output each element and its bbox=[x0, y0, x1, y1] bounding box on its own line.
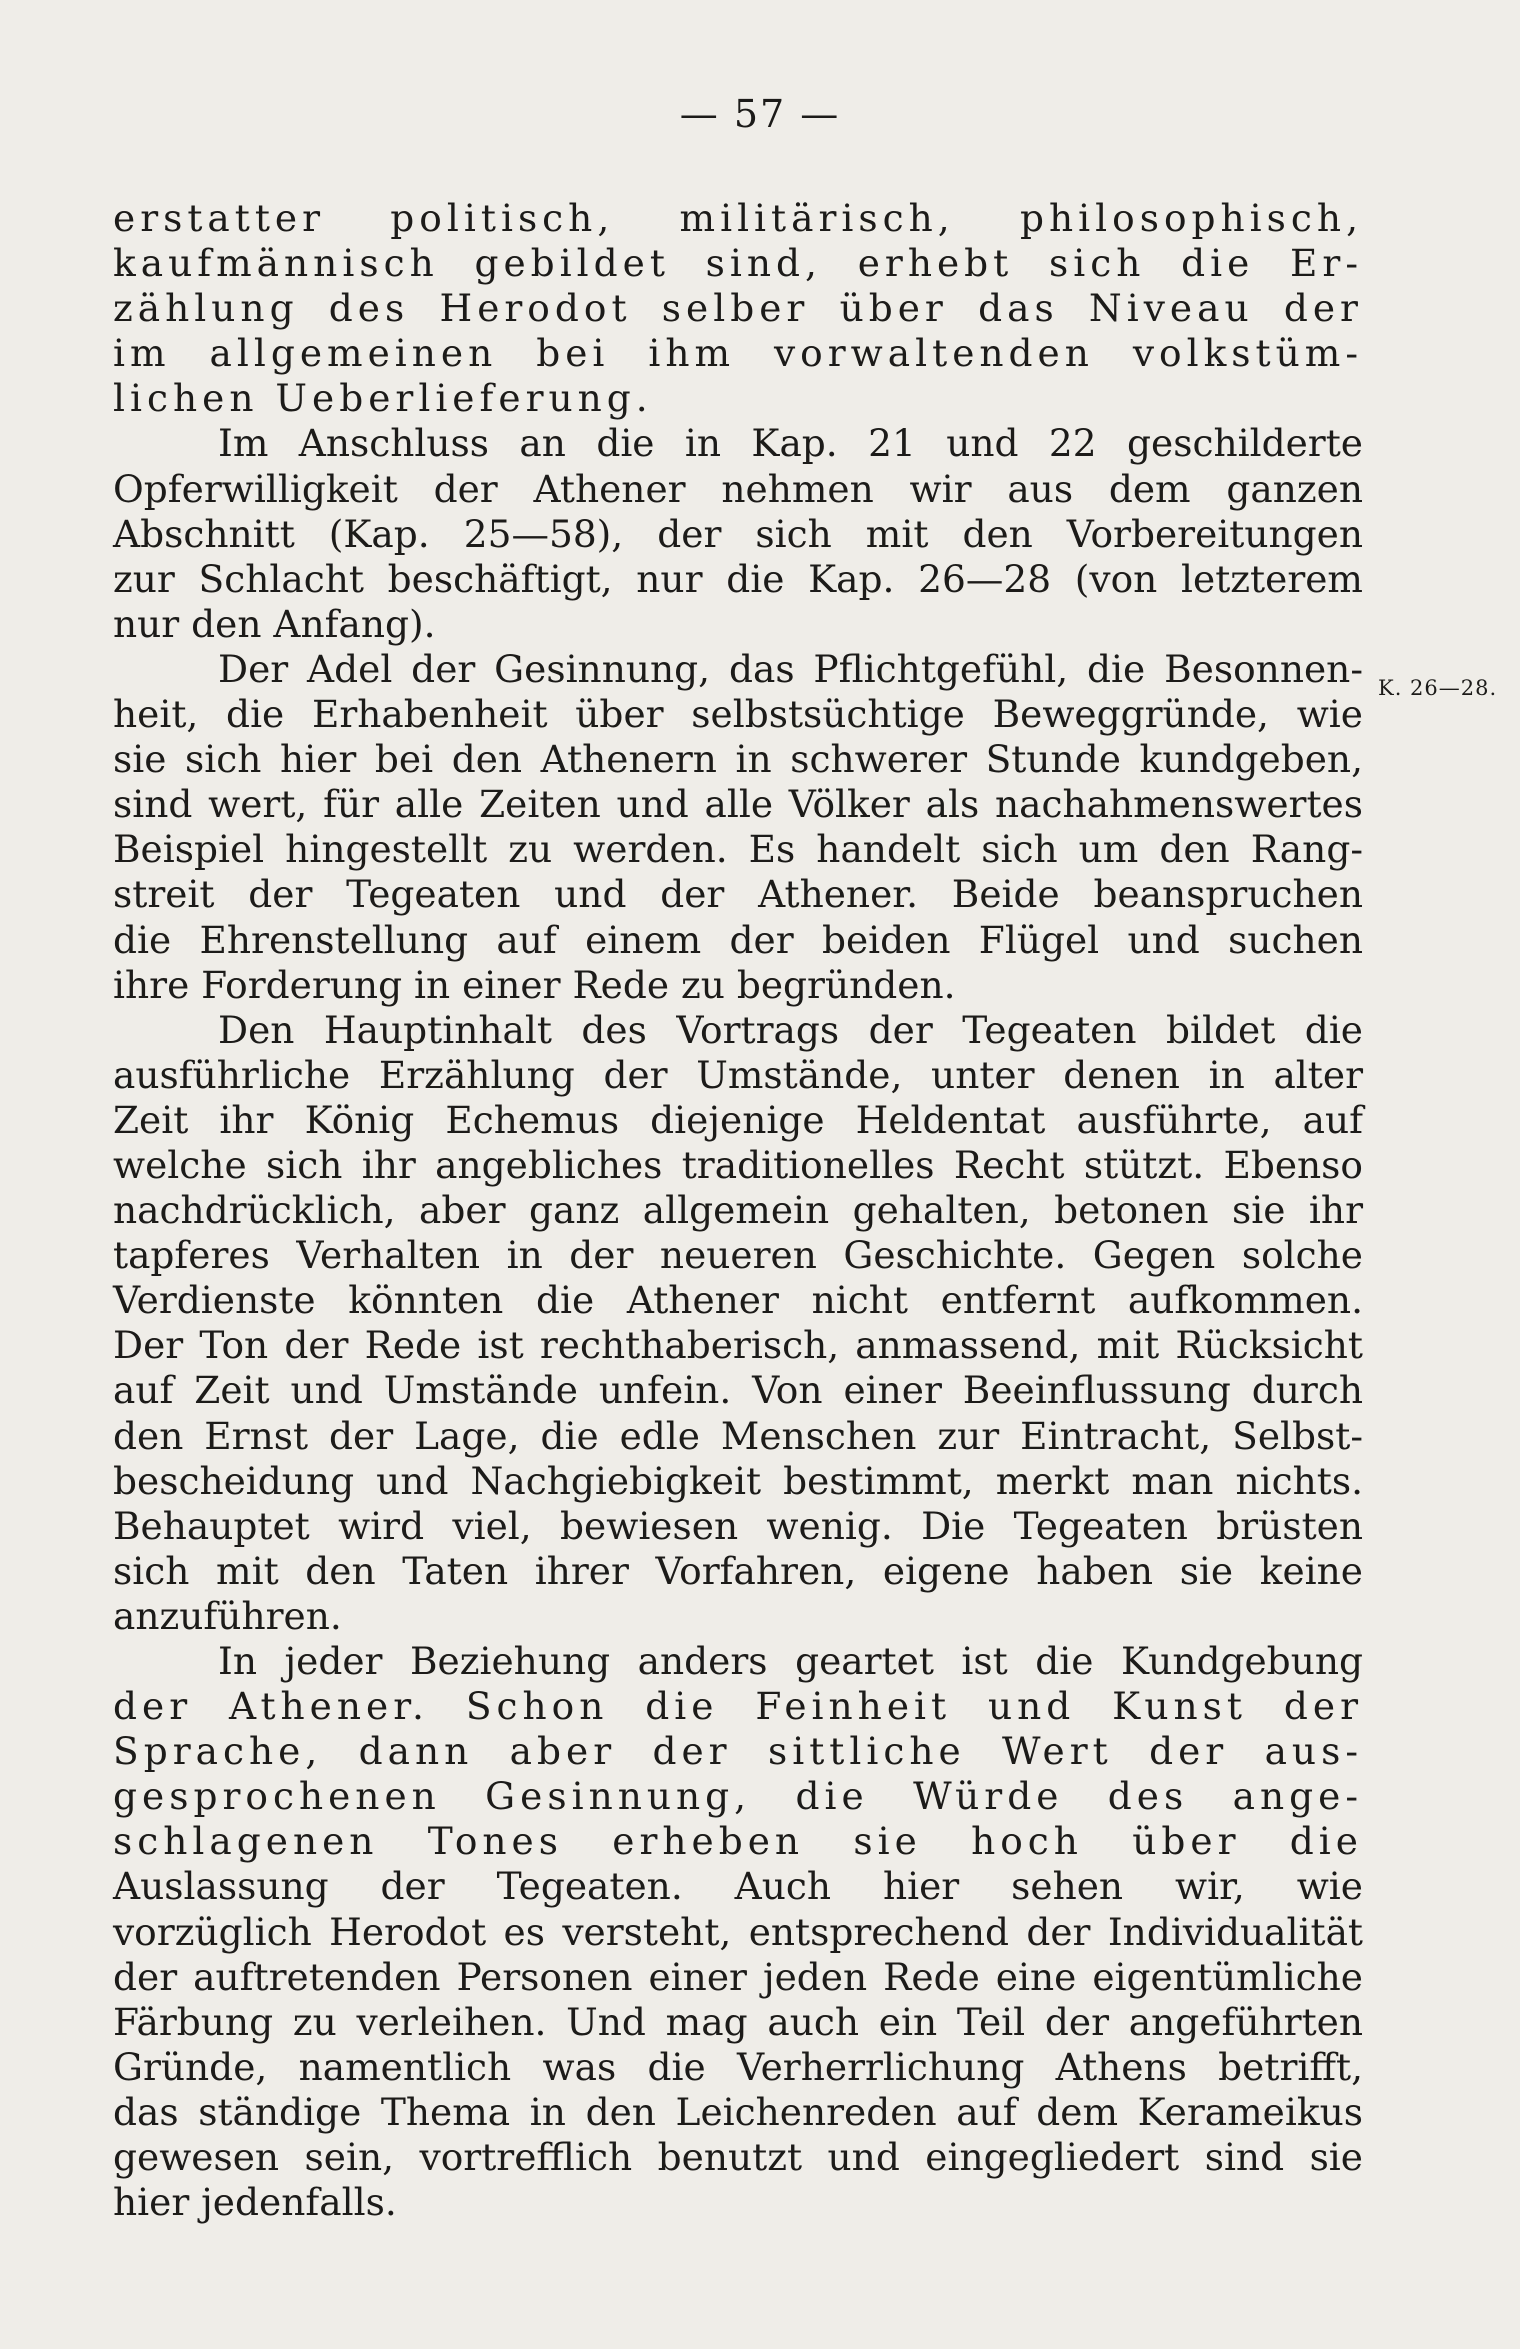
text-line: ihre Forderung in einer Rede zu begründen. bbox=[113, 962, 956, 1007]
text-line: zur Schlacht beschäftigt, nur die Kap. 26—28 (von letzterem bbox=[113, 556, 1363, 601]
page-number-header: — 57 — bbox=[679, 92, 841, 136]
text-line: kaufmännisch gebildet sind, erhebt sich die Er- bbox=[113, 241, 1363, 286]
text-line: Gründe, namentlich was die Verherrlichung Athens betrifft, bbox=[113, 2044, 1363, 2089]
body-text bbox=[113, 196, 1363, 2225]
text-line: sind wert, für alle Zeiten und alle Völker als nachahmenswertes bbox=[113, 782, 1363, 827]
text-line: streit der Tegeaten und der Athener. Beide beanspruchen bbox=[113, 872, 1363, 917]
text-line: der Athener. Schon die Feinheit und Kunst der bbox=[113, 1684, 1363, 1729]
text-line: In jeder Beziehung anders geartet ist die Kundgebung bbox=[218, 1639, 1363, 1683]
margin-chapter-note: K. 26—28. bbox=[1378, 676, 1498, 700]
text-line: ausführliche Erzählung der Umstände, unter denen in alter bbox=[113, 1052, 1363, 1097]
text-line: Der Adel der Gesinnung, das Pflichtgefühl, die Besonnen- bbox=[218, 646, 1363, 691]
text-line: im allgemeinen bei ihm vorwaltenden volkstüm- bbox=[113, 331, 1363, 376]
text-line: Den Hauptinhalt des Vortrags der Tegeaten bildet die bbox=[218, 1007, 1363, 1052]
text-line: erstatter politisch, militärisch, philosophisch, bbox=[113, 196, 1363, 240]
text-line: sich mit den Taten ihrer Vorfahren, eigene haben sie keine bbox=[113, 1548, 1363, 1593]
text-line: Zeit ihr König Echemus diejenige Heldentat ausführte, auf bbox=[113, 1097, 1363, 1142]
text-line: das ständige Thema in den Leichenreden auf dem Kerameikus bbox=[113, 2089, 1363, 2134]
text-line: der auftretenden Personen einer jeden Rede eine eigentümliche bbox=[113, 1954, 1363, 1999]
text-line: tapferes Verhalten in der neueren Geschichte. Gegen solche bbox=[113, 1233, 1363, 1278]
text-line: auf Zeit und Umstände unfein. Von einer Beeinflussung durch bbox=[113, 1368, 1363, 1413]
text-line: lichen Ueberlieferung. bbox=[113, 376, 653, 421]
text-line: sie sich hier bei den Athenern in schwerer Stunde kundgeben, bbox=[113, 737, 1363, 782]
text-line: Im Anschluss an die in Kap. 21 und 22 geschilderte bbox=[218, 421, 1363, 466]
text-line: nur den Anfang). bbox=[113, 601, 436, 646]
text-line: Abschnitt (Kap. 25—58), der sich mit den Vorbereitungen bbox=[113, 511, 1363, 556]
text-line: Auslassung der Tegeaten. Auch hier sehen wir, wie bbox=[113, 1864, 1363, 1909]
text-line: vorzüglich Herodot es versteht, entsprechend der Individualität bbox=[113, 1909, 1363, 1954]
text-line: die Ehrenstellung auf einem der beiden Flügel und suchen bbox=[113, 917, 1363, 962]
text-line: hier jedenfalls. bbox=[113, 2180, 397, 2225]
text-line: anzuführen. bbox=[113, 1593, 342, 1638]
text-line: gesprochenen Gesinnung, die Würde des ange- bbox=[113, 1774, 1363, 1819]
text-line: Färbung zu verleihen. Und mag auch ein Teil der angeführten bbox=[113, 1999, 1363, 2044]
text-line: Der Ton der Rede ist rechthaberisch, anmassend, mit Rücksicht bbox=[113, 1323, 1363, 1368]
text-line: Behauptet wird viel, bewiesen wenig. Die Tegeaten brüsten bbox=[113, 1503, 1363, 1548]
text-line: Beispiel hingestellt zu werden. Es handelt sich um den Rang- bbox=[113, 827, 1363, 872]
text-line: Verdienste könnten die Athener nicht entfernt aufkommen. bbox=[113, 1278, 1363, 1323]
text-line: den Ernst der Lage, die edle Menschen zur Eintracht, Selbst- bbox=[113, 1413, 1363, 1458]
text-line: heit, die Erhabenheit über selbstsüchtige Beweggründe, wie bbox=[113, 692, 1363, 737]
text-line: gewesen sein, vortrefflich benutzt und eingegliedert sind sie bbox=[113, 2135, 1363, 2180]
text-line: welche sich ihr angebliches traditionelles Recht stützt. Ebenso bbox=[113, 1142, 1363, 1187]
text-line: Sprache, dann aber der sittliche Wert der aus- bbox=[113, 1729, 1363, 1774]
text-line: nachdrücklich, aber ganz allgemein gehalten, betonen sie ihr bbox=[113, 1188, 1363, 1233]
text-line: Opferwilligkeit der Athener nehmen wir aus dem ganzen bbox=[113, 466, 1363, 511]
text-line: bescheidung und Nachgiebigkeit bestimmt, merkt man nichts. bbox=[113, 1458, 1363, 1503]
text-line: zählung des Herodot selber über das Niveau der bbox=[113, 286, 1363, 331]
text-line: schlagenen Tones erheben sie hoch über die bbox=[113, 1819, 1363, 1864]
